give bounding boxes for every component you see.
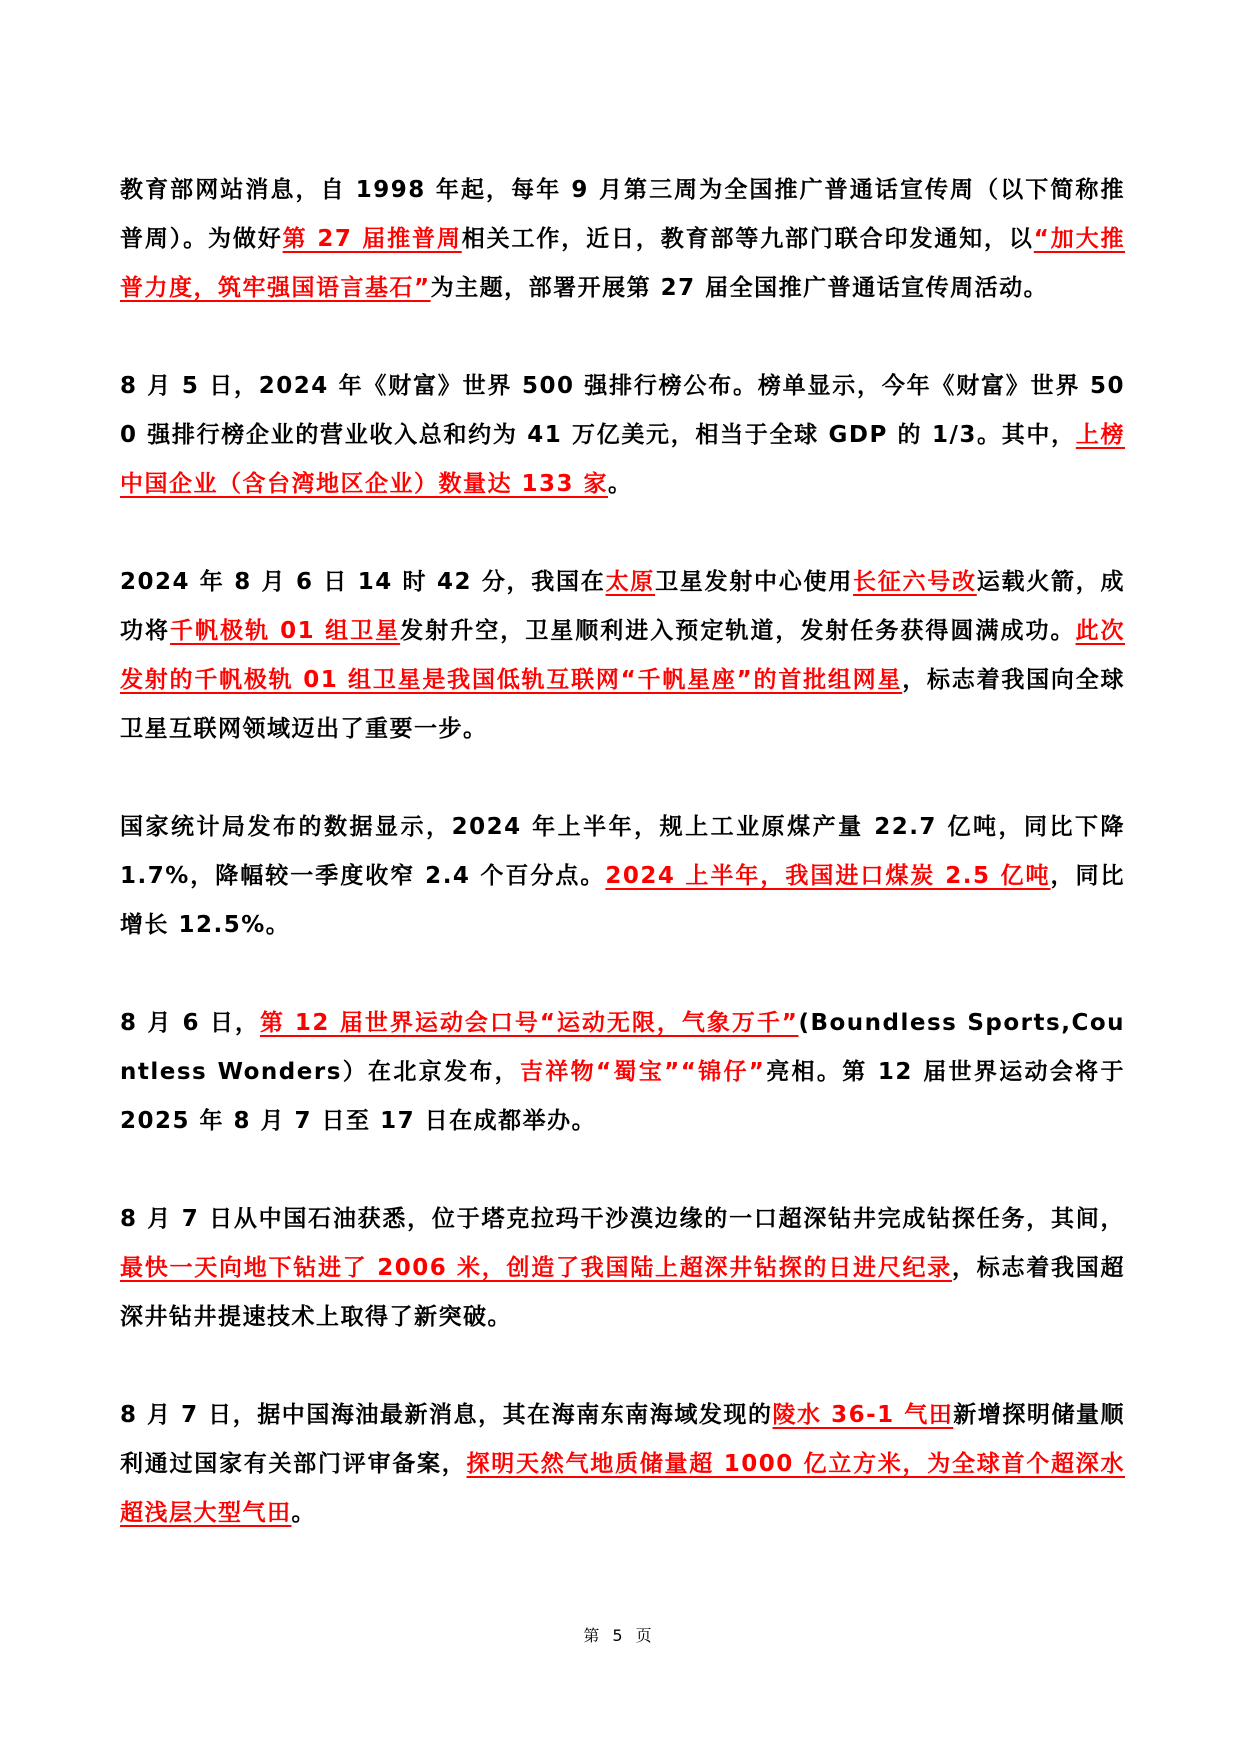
text-segment: 亮相。第 12 届世界运动会将于 2025 年 8 月 7 日至 17 日在成都举办。 [120, 1059, 1125, 1134]
text-segment: ，标志着我国向全球卫星互联网领域迈出了重要一步。 [120, 667, 1125, 742]
text-segment: 8 月 7 日，据中国海油最新消息，其在海南东南海域发现的 [120, 1402, 773, 1428]
highlight-segment: 第 12 届世界运动会口号“运动无限，气象万千” [259, 1010, 799, 1036]
highlight-segment: 陵水 36-1 气田 [772, 1402, 954, 1428]
highlight-segment: 上榜中国企业（含台湾地区企业）数量达 133 家 [120, 422, 1126, 497]
text-segment: 为主题，部署开展第 27 届全国推广普通话宣传周活动。 [430, 275, 1049, 301]
highlight-segment: 长征六号改 [853, 569, 977, 595]
text-segment: 新增探明储量顺利通过国家有关部门评审备案， [120, 1402, 1126, 1477]
text-segment: 运载火箭，成功将 [120, 569, 1126, 644]
highlight-segment: 2024 上半年，我国进口煤炭 2.5 亿吨 [605, 863, 1051, 889]
paragraph-lingshui-gas-field [120, 1391, 1125, 1538]
text-segment: 2024 年 8 月 6 日 14 时 42 分，我国在 [120, 569, 606, 595]
highlight-segment-plain: 吉祥物“蜀宝”“锦仔” [520, 1059, 766, 1085]
text-segment: 8 月 5 日，2024 年《财富》世界 500 强排行榜公布。榜单显示，今年《财富》世界 500 强排行榜企业的营业收入总和约为 41 万亿美元，相当于全球 GDP 的 1/3。其中， [120, 373, 1125, 448]
text-segment: 。 [291, 1500, 316, 1526]
highlight-segment: 千帆极轨 01 组卫星 [170, 618, 401, 644]
text-segment: 相关工作，近日，教育部等九部门联合印发通知，以 [461, 226, 1034, 252]
text-segment: ，同比增长 12.5%。 [120, 863, 1126, 938]
text-segment: 卫星发射中心使用 [655, 569, 854, 595]
paragraph-satellite-launch [120, 558, 1125, 754]
paragraph-fortune-500 [120, 362, 1125, 509]
highlight-segment: 探明天然气地质储量超 1000 亿立方米，为全球首个超深水超浅层大型气田 [120, 1451, 1126, 1526]
text-segment: 发射升空，卫星顺利进入预定轨道，发射任务获得圆满成功。 [400, 618, 1076, 644]
text-segment: 国家统计局发布的数据显示，2024 年上半年，规上工业原煤产量 22.7 亿吨，同比下降 1.7%，降幅较一季度收窄 2.4 个百分点。 [120, 814, 1125, 889]
highlight-segment: 太原 [605, 569, 656, 595]
page-number: 第 5 页 [583, 1626, 656, 1645]
paragraph-putonghua-week [120, 166, 1125, 313]
highlight-segment: 此次发射的千帆极轨 01 组卫星是我国低轨互联网“千帆星座”的首批组网星 [120, 618, 1126, 693]
highlight-segment: 最快一天向地下钻进了 2006 米，创造了我国陆上超深井钻探的日进尺纪录 [120, 1255, 953, 1281]
highlight-segment: “加大推普力度，筑牢强国语言基石” [120, 226, 1126, 301]
paragraph-coal-statistics [120, 803, 1125, 950]
paragraph-world-games [120, 999, 1125, 1146]
text-segment: ，标志着我国超深井钻井提速技术上取得了新突破。 [120, 1255, 1126, 1330]
paragraph-ultra-deep-well [120, 1195, 1125, 1342]
text-segment: 教育部网站消息，自 1998 年起，每年 9 月第三周为全国推广普通话宣传周（以下简称推普周）。为做好 [120, 177, 1125, 252]
text-segment: 8 月 7 日从中国石油获悉，位于塔克拉玛干沙漠边缘的一口超深钻井完成钻探任务，其间， [120, 1206, 1125, 1232]
text-segment: (Boundless Sports,Countless Wonders）在北京发布， [120, 1010, 1125, 1085]
document-page [120, 166, 1125, 1587]
highlight-segment: 第 27 届推普周 [282, 226, 462, 252]
text-segment: 。 [608, 471, 633, 497]
text-segment: 8 月 6 日， [120, 1010, 260, 1036]
